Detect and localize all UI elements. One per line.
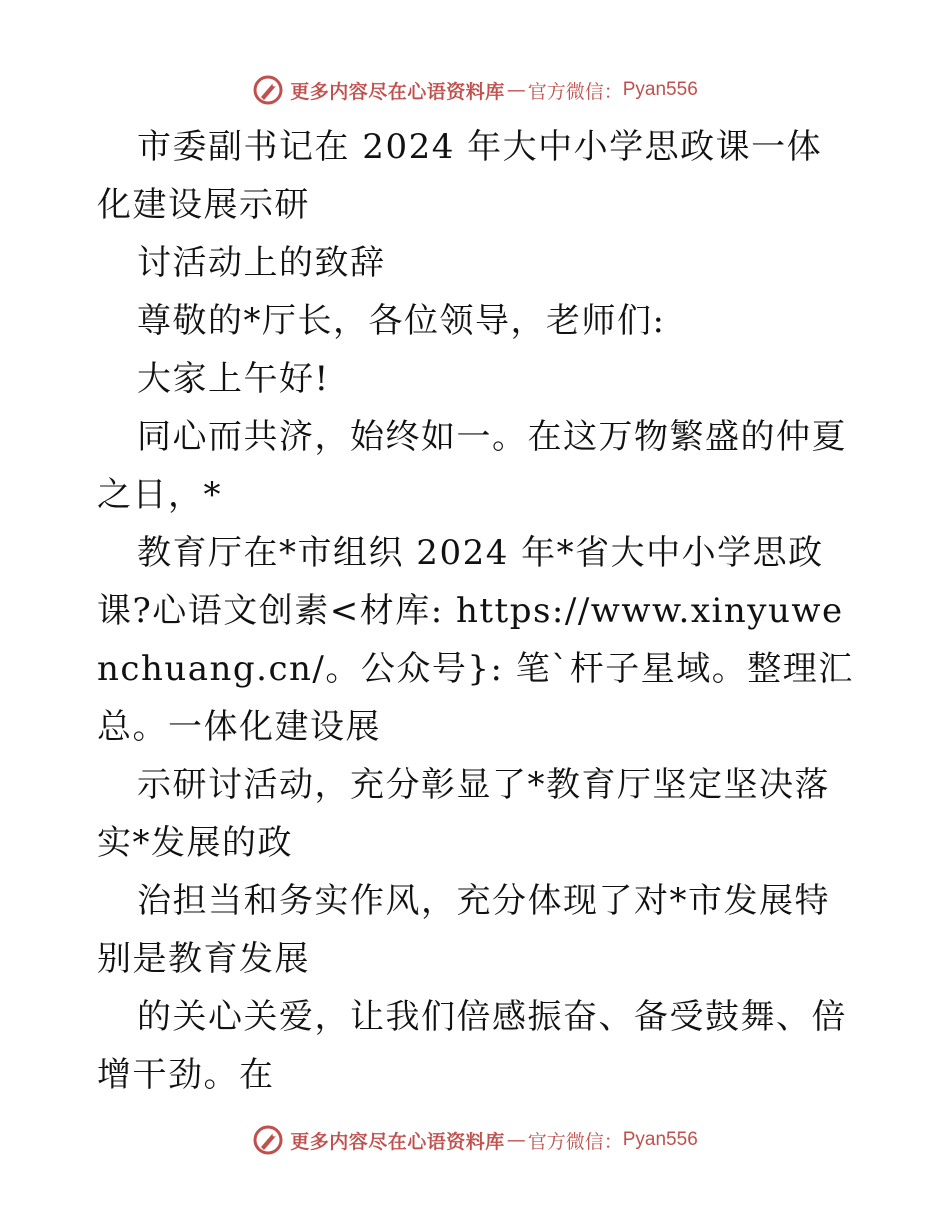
pen-logo-icon (252, 74, 284, 106)
document-body (97, 118, 857, 1104)
salutation: 尊敬的*厅长，各位领导，老师们: (137, 301, 666, 341)
banner-separator: — (506, 1129, 526, 1151)
banner-wechat-label: 官方微信： (527, 1130, 623, 1153)
body-paragraph: 的关心关爱，让我们倍感振奋、备受鼓舞、倍增干劲。在 (97, 997, 847, 1095)
body-paragraph: 示研讨活动，充分彰显了*教育厅坚定坚决落实*发展的政 (97, 765, 830, 863)
body-paragraph: 同心而共济，始终如一。在这万物繁盛的仲夏之日，* (97, 417, 847, 515)
body-paragraph: 教育厅在*市组织 2024 年*省大中小学思政课?心语文创素<材库: https://www.xinyuwenchuang.cn/。公众号}: 笔`杆子星域。整理汇总。一体化建设展 (97, 533, 854, 747)
watermark-banner-bottom (0, 1122, 950, 1158)
banner-wechat-id: Pyan556 (622, 79, 698, 100)
banner-separator: — (506, 79, 526, 101)
pen-logo-icon (252, 1124, 284, 1156)
banner-site-name: 更多内容尽在心语资料库 (290, 80, 505, 103)
title-line-2: 讨活动上的致辞 (137, 243, 386, 283)
watermark-banner-top (0, 72, 950, 108)
greeting: 大家上午好! (137, 359, 330, 399)
banner-wechat-id: Pyan556 (622, 1129, 698, 1150)
title-line-1: 市委副书记在 2024 年大中小学思政课一体化建设展示研 (97, 127, 823, 225)
banner-wechat-label: 官方微信： (527, 80, 623, 103)
body-paragraph: 治担当和务实作风，充分体现了对*市发展特别是教育发展 (97, 881, 830, 979)
banner-site-name: 更多内容尽在心语资料库 (290, 1130, 505, 1153)
